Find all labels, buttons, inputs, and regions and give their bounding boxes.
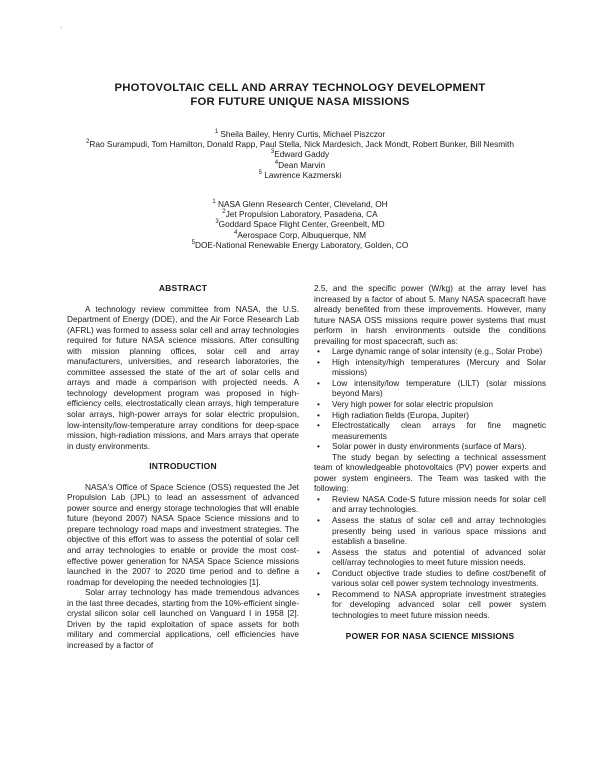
- list-item: • Low intensity/low temperature (LILT) (solar missions beyond Mars): [314, 378, 546, 399]
- list-item: • Recommend to NASA appropriate investment strategies for developing advanced solar cell power system technologies to meet future mission needs.: [314, 589, 546, 621]
- affiliation-line: $^3$Goddard Space Flight Center, Greenbelt, MD: [215, 219, 385, 230]
- list-item: • Conduct objective trade studies to define cost/benefit of various solar cell power system technology investments.: [314, 568, 546, 589]
- list-item: • Solar power in dusty environments (surface of Mars).: [314, 441, 546, 452]
- affiliation-line: $^1$ NASA Glenn Research Center, Cleveland, OH: [212, 199, 388, 209]
- title-line-2: FOR FUTURE UNIQUE NASA MISSIONS: [190, 96, 410, 108]
- author-line: $^4$Dean Marvin: [274, 159, 326, 170]
- right-column: [314, 283, 546, 651]
- list-item: • Review NASA Code-S future mission needs for solar cell and array technologies.: [314, 494, 546, 515]
- list-item: • Assess the status of solar cell and array technologies presently being used in various space missions and establish a baseline.: [314, 515, 546, 547]
- list-item: • Electrostatically clean arrays for fine magnetic measurements: [314, 420, 546, 441]
- abstract-heading: ABSTRACT: [158, 283, 208, 293]
- abstract-text: A technology review committee from NASA, the U.S. Department of Energy (DOE), and the Air Force Research Lab (AFRL) was formed to assess solar cell and array technologies required for future NASA science missions. After consulting with mission planning offices, solar cell and array manufacturers, universities, and research laboratories, the committee assessed the state of the art of solar cells and arrays and made a comparison with projected needs. A technology development program was proposed in high-efficiency cells, electrostatically clean arrays, high temperature solar arrays, high-power arrays for solar electric propulsion, low-intensity/low-temperature array conditions for deep-space mission, high-radiation missions, and Mars arrays that operate in dusty environments.: [67, 303, 299, 451]
- left-column: [67, 283, 299, 651]
- affiliation-line: $^4$Aerospace Corp, Albuquerque, NM: [233, 229, 367, 240]
- intro-paragraph-1: NASA's Office of Space Science (OSS) requested the Jet Propulsion Lab (JPL) to lead an assessment of advanced power source and energy storage technologies that will enable future (beyond 2007) NASA Space Science missions and to prepare technology road maps and investment strategies. The objective of this effort was to assess the potential of solar cell and array technologies to enable or provide the most cost-effective power generation for NASA Space Science missions launched in the 2007 to 2020 time period and to define a roadmap for developing the needed technologies [1].: [67, 481, 299, 587]
- affiliation-line: $^2$Jet Propulsion Laboratory, Pasadena, CA: [222, 209, 378, 220]
- author-list: [40, 129, 560, 180]
- introduction-heading: INTRODUCTION: [149, 461, 217, 472]
- power-section-heading: POWER FOR NASA SCIENCE MISSIONS: [345, 630, 515, 641]
- study-paragraph: The study began by selecting a technical assessment team of knowledgeable photovoltaics (PV) power experts and power system engineers. The Team was tasked with the following:: [314, 451, 546, 494]
- paper-title: [60, 81, 540, 109]
- title-line-1: PHOTOVOLTAIC CELL AND ARRAY TECHNOLOGY DEVELOPMENT: [114, 82, 486, 94]
- affiliation-line: $^5$DOE-National Renewable Energy Laboratory, Golden, CO: [191, 239, 409, 250]
- list-item: • High intensity/high temperatures (Mercury and Solar missions): [314, 357, 546, 378]
- conditions-list: [314, 346, 546, 451]
- list-item: • Very high power for solar electric propulsion: [314, 399, 546, 410]
- intro-paragraph-2: Solar array technology has made tremendous advances in the last three decades, starting from the 10%-efficient single-crystal silicon solar cell launched on Vanguard I in 1958 [2]. Driven by the rapid exploitation of space assets for both military and commercial applications, cell efficiencies have increased by a factor of: [67, 587, 299, 650]
- author-line: $^3$Edward Gaddy: [270, 149, 330, 160]
- intro-paragraph-continued: 2.5, and the specific power (W/kg) at the array level has increased by a factor of about 5. Many NASA spacecraft have already benefited from these improvements. However, many future NASA OSS missions require power systems that must perform in harsh environments outside the conditions prevailing for most spacecraft, such as:: [314, 283, 546, 346]
- author-line: $^1$ Sheila Bailey, Henry Curtis, Michael Piszczor: [214, 129, 386, 139]
- tasks-list: [314, 494, 546, 621]
- list-item: • Assess the status and potential of advanced solar cell/array technologies to meet future mission needs.: [314, 547, 546, 568]
- author-line: $^2$Rao Surampudi, Tom Hamilton, Donald Rapp, Paul Stella, Nick Mardesich, Jack Mondt, Robert Bunker, Bill Nesmith: [86, 139, 514, 150]
- author-line: $^5$ Lawrence Kazmerski: [258, 169, 342, 180]
- affiliation-list: [100, 199, 500, 250]
- list-item: • High radiation fields (Europa, Jupiter): [314, 410, 546, 421]
- scan-mark: ·: [60, 24, 63, 31]
- list-item: • Large dynamic range of solar intensity (e.g., Solar Probe): [314, 346, 546, 357]
